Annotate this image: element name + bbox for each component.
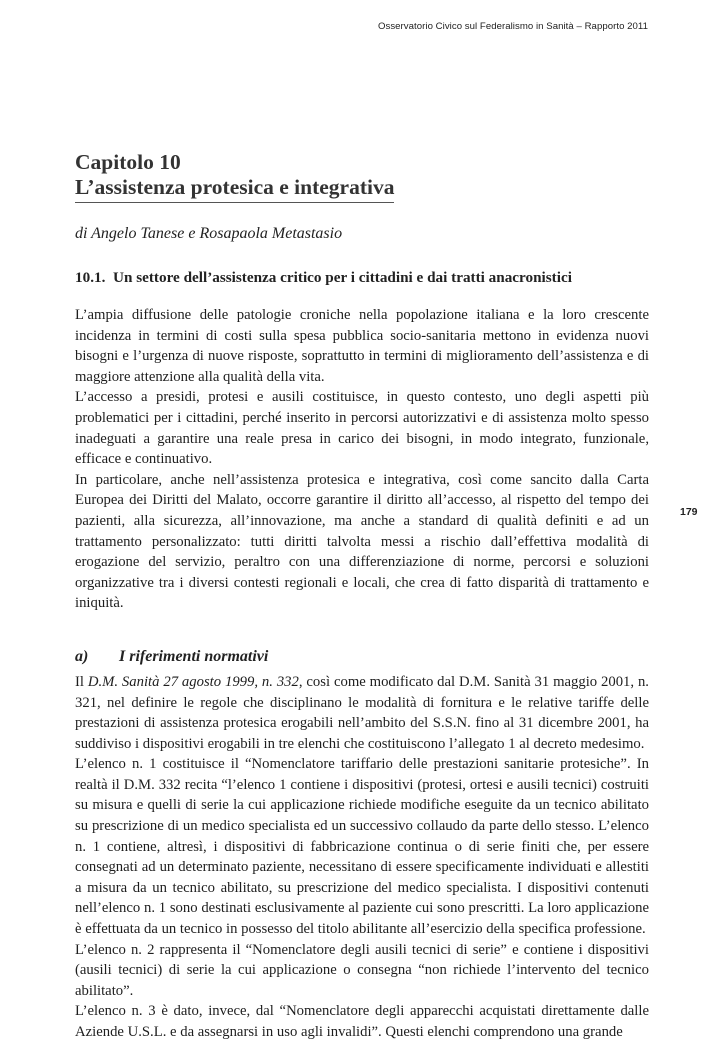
paragraph-rest: , così come modificato dal D.M. Sanità 31 maggio 2001, n. 321, nel definire le regole che disciplinano le modalità di fornitura e le relative tariffe delle prestazioni di assistenza protesica erogabili nell’ambito del S.S.N. fino al 31 dicembre 2001, ha suddiviso i dispositivi erogabili in tre elenchi che costituiscono l’allegato 1 al decreto medesimo. — [75, 673, 649, 752]
paragraph: In particolare, anche nell’assistenza protesica e integrativa, così come sancito dalla Carta Europea dei Diritti del Malato, occorre garantire il diritto all’accesso, al rispetto del tempo dei pazienti, alla sicurezza, all’innovazione, ma anche a standard di qualità definiti e ad un trattamento personalizzato: tutti diritti talvolta messi a rischio dall’effettiva modalità di erogazione del servizio, peraltro con una differenziazione di norme, percorsi e soluzioni organizzative tra i diversi contesti regionali e locali, che crea di fatto disparità di trattamento e iniquità. — [75, 471, 649, 612]
chapter-title: L’assistenza protesica e integrativa — [75, 175, 394, 203]
paragraph — [75, 672, 649, 754]
running-header: Osservatorio Civico sul Federalismo in Sanità – Rapporto 2011 — [377, 21, 648, 32]
subsection-letter: a) — [75, 647, 89, 665]
subsection-title: I riferimenti normativi — [119, 647, 269, 665]
paragraph: L’elenco n. 1 costituisce il “Nomenclatore tariffario delle prestazioni sanitarie protesiche”. In realtà il D.M. 332 recita “l’elenco 1 contiene i dispositivi (protesi, ortesi e ausili tecnici) costruiti su misura e quelli di serie la cui applicazione richiede modifiche eseguite da un tecnico abilitato su prescrizione di un medico specialista ed un successivo collaudo da parte dello stesso. L’elenco n. 1 contiene, altresì, i dispositivi di fabbricazione continua o di serie finiti che, per essere consegnati ad un determinato paziente, necessitano di essere specificamente individuati e allestiti a misura da un tecnico abilitato, su prescrizione del medico specialista. I dispositivi contenuti nell’elenco n. 1 sono destinati esclusivamente al paziente cui sono prescritti. La loro applicazione è effettuata da un tecnico in possesso del titolo abilitante all’esercizio della specifica professione. — [75, 756, 649, 938]
chapter-number: Capitolo 10 — [75, 150, 181, 174]
section-body — [75, 305, 649, 614]
section-title: Un settore dell’assistenza critico per i cittadini e dai tratti anacronistici — [113, 269, 572, 286]
decree-citation: D.M. Sanità 27 agosto 1999, n. 332 — [87, 673, 299, 690]
section-number: 10.1. — [75, 269, 106, 286]
paragraph: L’elenco n. 3 è dato, invece, dal “Nomenclatore degli apparecchi acquistati direttamente dalle Aziende U.S.L. e da assegnarsi in uso agli invalidi”. Questi elenchi comprendono una grande — [75, 1003, 649, 1040]
paragraph: L’accesso a presidi, protesi e ausili costituisce, in questo contesto, uno degli aspetti più problematici per i cittadini, perché inserito in percorsi autorizzativi e di assistenza molto spesso inadeguati a garantire una reale presa in carico dei bisogni, in modo integrato, funzionale, efficace e continuativo. — [75, 389, 649, 468]
paragraph-prefix: Il — [75, 673, 88, 690]
paragraph: L’ampia diffusione delle patologie croniche nella popolazione italiana e la loro crescente incidenza in termini di costi sulla spesa pubblica socio-sanitaria mettono in evidenza nuovi bisogni e l’urgenza di nuove risposte, soprattutto in termini di miglioramento dell’assistenza e di maggiore attenzione alla qualità della vita. — [75, 307, 649, 385]
page-content — [75, 150, 649, 1043]
paragraph: L’elenco n. 2 rappresenta il “Nomenclatore degli ausili tecnici di serie” e contiene i dispositivi (ausili tecnici) di serie la cui applicazione o consegna “non richiede l’intervento del tecnico abilitato”. — [75, 941, 649, 999]
subsection-heading — [75, 646, 649, 668]
section-heading — [75, 269, 649, 287]
subsection-body — [75, 672, 649, 1043]
chapter-authors: di Angelo Tanese e Rosapaola Metastasio — [75, 225, 343, 242]
page-number: 179 — [680, 506, 698, 518]
